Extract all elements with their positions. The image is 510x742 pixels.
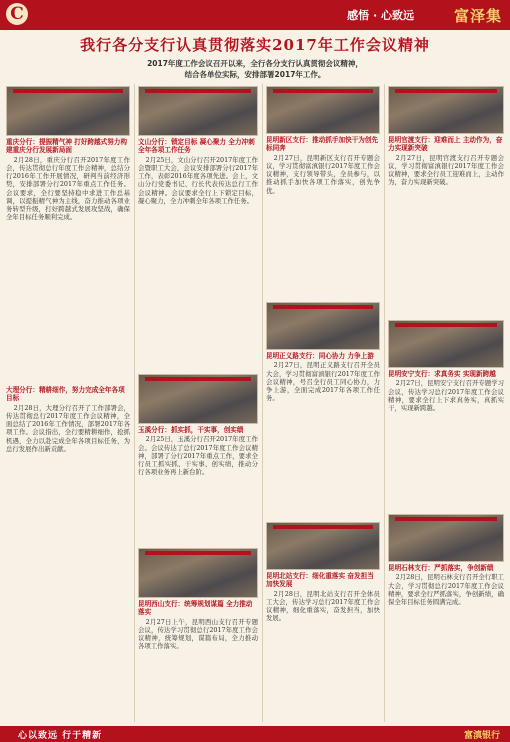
- meeting-photo: [266, 302, 380, 350]
- meeting-photo: [138, 374, 258, 424]
- article-caption: 昆明新区支行：推动抓手加快干为创先标同奔: [266, 136, 379, 153]
- meeting-photo: [388, 320, 504, 368]
- article-caption: 昆明官渡支行：迎难而上 主动作为，奋力实现新突破: [388, 136, 503, 153]
- article-caption: 昆明正义路支行：同心协力 力争上游: [266, 352, 374, 360]
- meeting-photo: [388, 514, 504, 562]
- article-caption: 昆明石林支行：严抓落实，争创新绩: [388, 564, 494, 572]
- article-caption: 昆明西山支行：统筹规划谋篇 全力推动落实: [138, 600, 253, 617]
- section-letter: C: [6, 3, 28, 25]
- article-body: 2月27日，昆明官渡支行召开专题会议，学习贯彻富滇银行2017年度工作会议精神，要求全行员工迎难而上，主动作为，奋力实现新突破。: [388, 153, 504, 187]
- article-body: 2月27日上午，昆明西山支行召开专题会议，传达学习贯彻总行2017年度工作会议精神，统筹规划，谋篇布局，全力推动各项工作落实。: [138, 617, 258, 651]
- column-divider: [134, 84, 135, 722]
- subtitle-line: 结合各单位实际，安排部署2017年工作。: [184, 70, 326, 79]
- page-footer: [0, 726, 510, 742]
- column-divider: [384, 84, 385, 722]
- article-caption: 昆明安宁支行：求真务实 实现新跨越: [388, 370, 496, 378]
- article-yuxi: [138, 374, 258, 544]
- page-subtitle: [0, 58, 510, 80]
- article-xinqu: [266, 86, 380, 298]
- article-caption: 昆明北站支行：细化重落实 奋发担当加快发展: [266, 572, 374, 589]
- article-body: 2月28日，昆明石林支行召开全行职工大会，学习贯彻总行2017年度工作会议精神，要求全行严抓落实，争创新绩，确保全年目标任务圆满完成。: [388, 573, 504, 607]
- meeting-photo: [266, 522, 380, 570]
- article-caption: 文山分行：锁定目标 凝心聚力 全力冲刺全年各项工作任务: [138, 138, 255, 155]
- meeting-photo: [6, 86, 130, 136]
- article-xishan: [138, 548, 258, 720]
- meeting-photo: [388, 86, 504, 134]
- magazine-brand: 富泽集: [453, 7, 502, 25]
- article-shilin: [388, 514, 504, 720]
- bank-logo: 富滇银行: [463, 731, 500, 741]
- article-caption: 重庆分行：提振精气神 打好跨越式努力构建重庆分行发展新局面: [6, 138, 127, 155]
- article-anning: [388, 320, 504, 510]
- article-body: 2月28日，重庆分行召开2017年度工作会，传达贯彻总行年度工作会精神，总结分行2016年工作开展情况，研判当前经济形势，安排部署分行2017年重点工作任务。会议要求，全行要坚持稳中求进工作总基调，以提振精气神为主线，奋力推动各项业务转型升级，打好跨越式发展攻坚战，确保全年目标任务顺利完成。: [6, 155, 130, 222]
- article-beizhan: [266, 522, 380, 720]
- article-body: 2月27日，昆明安宁支行召开专题学习会议，传达学习总行2017年度工作会议精神，要求全行上下求真务实，真抓实干，实现新跨越。: [388, 379, 504, 413]
- page-title: 我行各分支行认真贯彻落实2017年工作会议精神: [80, 36, 430, 54]
- article-body: 2月25日，文山分行召开2017年度工作会暨职工大会，会议安排部署分行2017年工作，表彰2016年度各项先进。会上，文山分行党委书记、行长代表传达总行工作会议精神。会议要求全行上下锁定目标，凝心聚力，全力冲刺全年各项工作任务。: [138, 155, 258, 205]
- article-zhengyilu: [266, 302, 380, 518]
- meeting-photo: [138, 548, 258, 598]
- column-divider: [262, 84, 263, 722]
- article-body: 2月27日，昆明正义路支行召开全员大会，学习贯彻富滇银行2017年度工作会议精神，号召全行员工同心协力，力争上游，全面完成2017年各项工作任务。: [266, 361, 380, 403]
- page-header: [0, 0, 510, 30]
- subtitle-line: 2017年度工作会议召开以来，全行各分支行认真贯彻会议精神，: [147, 59, 363, 68]
- article-caption: 玉溪分行：抓实抓，干实事，创实绩: [138, 426, 244, 434]
- footer-slogan: 心以致远 行于精新: [18, 731, 103, 741]
- article-chongqing: [6, 86, 130, 378]
- article-body: 2月27日，昆明新区支行召开专题会议，学习贯彻富滇银行2017年度工作会议精神，支行领导带头，全员参与，以推动抓手加快各项工作落实，创先争优。: [266, 153, 380, 195]
- article-body: 2月28日，昆明北站支行召开全体员工大会，传达学习总行2017年度工作会议精神，细化重落实，奋发担当，加快发展。: [266, 589, 380, 623]
- article-body: 2月28日，大理分行召开了工作部署会，传达贯彻总行2017年度工作会议精神，全面总结了2016年工作情况，部署2017年各项工作。会议指出，全行要精耕细作，抢抓机遇，全力以赴完成全年各项目标任务，为总行发展作出新贡献。: [6, 403, 130, 453]
- article-guandu: [388, 86, 504, 316]
- article-caption: 大理分行：精耕细作，努力完成全年各项目标: [6, 386, 125, 403]
- article-body: 2月25日，玉溪分行召开2017年度工作会。会议传达了总行2017年度工作会议精神，部署了分行2017年重点工作，要求全行员工抓实抓、干实事、创实绩，推动分行各项业务再上新台阶。: [138, 435, 258, 477]
- meeting-photo: [266, 86, 380, 134]
- meeting-photo: [138, 86, 258, 136]
- article-wenshan: [138, 86, 258, 370]
- section-title: 感悟 · 心致远: [347, 9, 414, 22]
- article-dali: [6, 384, 130, 720]
